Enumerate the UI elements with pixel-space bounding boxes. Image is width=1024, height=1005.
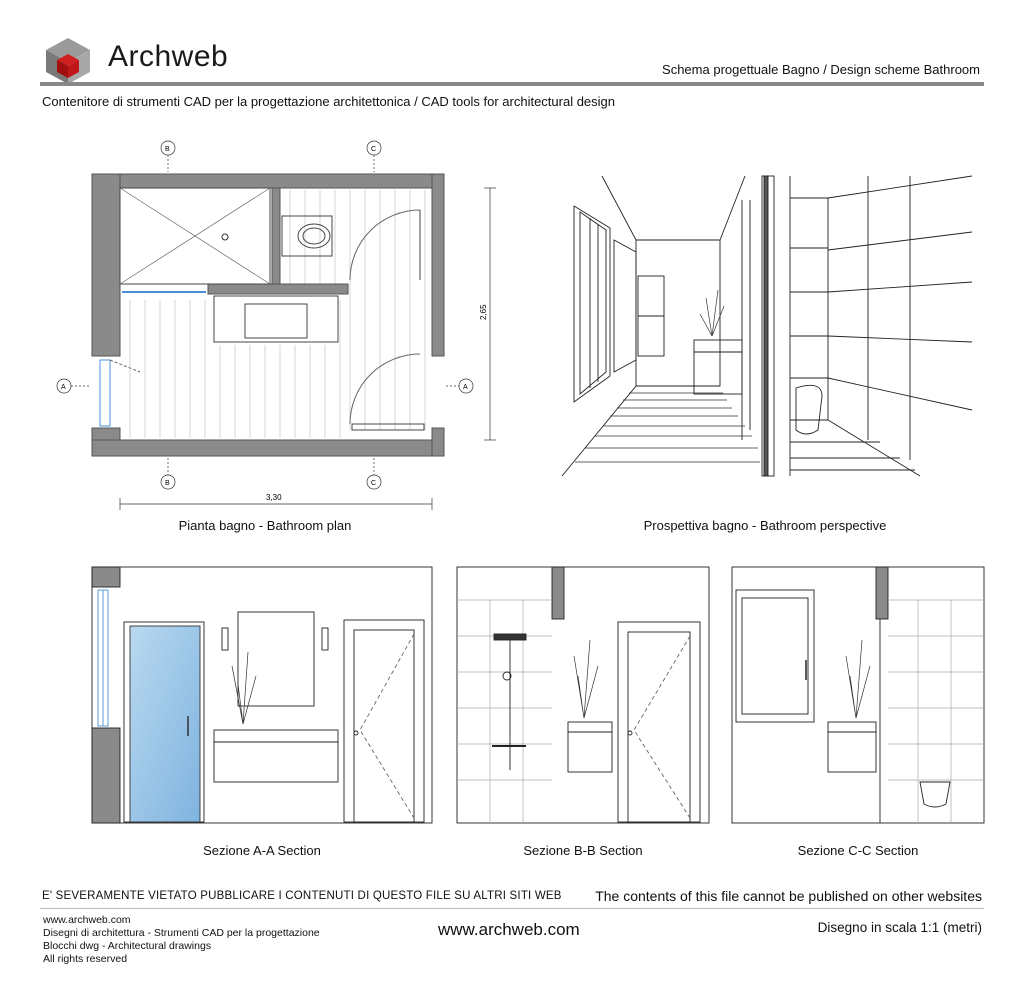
page-subtitle: Contenitore di strumenti CAD per la progettazione architettonica / CAD tools for architectural design [42, 94, 616, 109]
logo-text: Archweb [108, 40, 229, 73]
warning-italian: E' SEVERAMENTE VIETATO PUBBLICARE I CONTENUTI DI QUESTO FILE SU ALTRI SITI WEB [42, 890, 562, 902]
caption-plan: Pianta bagno - Bathroom plan [178, 518, 352, 533]
warning-english: The contents of this file cannot be published on other websites [595, 888, 982, 904]
header-divider [40, 82, 984, 86]
footer-line: Disegni di architettura - Strumenti CAD per la progettazione [43, 927, 320, 939]
section-a-door [344, 620, 424, 822]
section-c-c [732, 567, 984, 823]
page-title: Schema progettuale Bagno / Design scheme Bathroom [662, 62, 980, 77]
section-c-toilet [920, 782, 950, 807]
scale-note: Disegno in scala 1:1 (metri) [817, 920, 982, 935]
caption-section-a: Sezione A-A Section [203, 843, 321, 858]
marker-c-bottom: C [371, 480, 377, 487]
plan-window [100, 360, 110, 426]
section-c-window [736, 590, 814, 722]
archweb-logo-icon [46, 38, 90, 84]
footer-divider [40, 908, 984, 909]
footer-website-link[interactable]: www.archweb.com [438, 920, 580, 939]
plan-vanity [214, 296, 338, 342]
footer-line[interactable]: www.archweb.com [43, 914, 131, 926]
marker-a-right: A [463, 384, 468, 391]
bathroom-plan [57, 141, 496, 510]
plan-width-dim: 3,30 [266, 493, 282, 502]
plan-shower-drain [222, 234, 228, 240]
plan-height-dim: 2,65 [479, 304, 488, 320]
caption-perspective: Prospettiva bagno - Bathroom perspective [643, 518, 887, 533]
plan-door-swing [350, 210, 420, 280]
bathroom-perspective [562, 176, 972, 476]
section-b-b [457, 567, 709, 823]
marker-b-top: B [165, 146, 170, 153]
section-a-shower-glass [130, 626, 200, 822]
section-a-a [92, 567, 432, 823]
marker-a-left: A [61, 384, 66, 391]
section-b-door [618, 622, 700, 822]
caption-section-c: Sezione C-C Section [797, 843, 919, 858]
footer-line: All rights reserved [43, 953, 128, 965]
footer-line: Blocchi dwg - Architectural drawings [43, 940, 212, 952]
marker-b-bottom: B [165, 480, 170, 487]
caption-section-b: Sezione B-B Section [523, 843, 643, 858]
section-a-mirror [238, 612, 314, 706]
footer-info [43, 914, 320, 966]
marker-c-top: C [371, 146, 377, 153]
section-a-vanity [214, 742, 338, 782]
